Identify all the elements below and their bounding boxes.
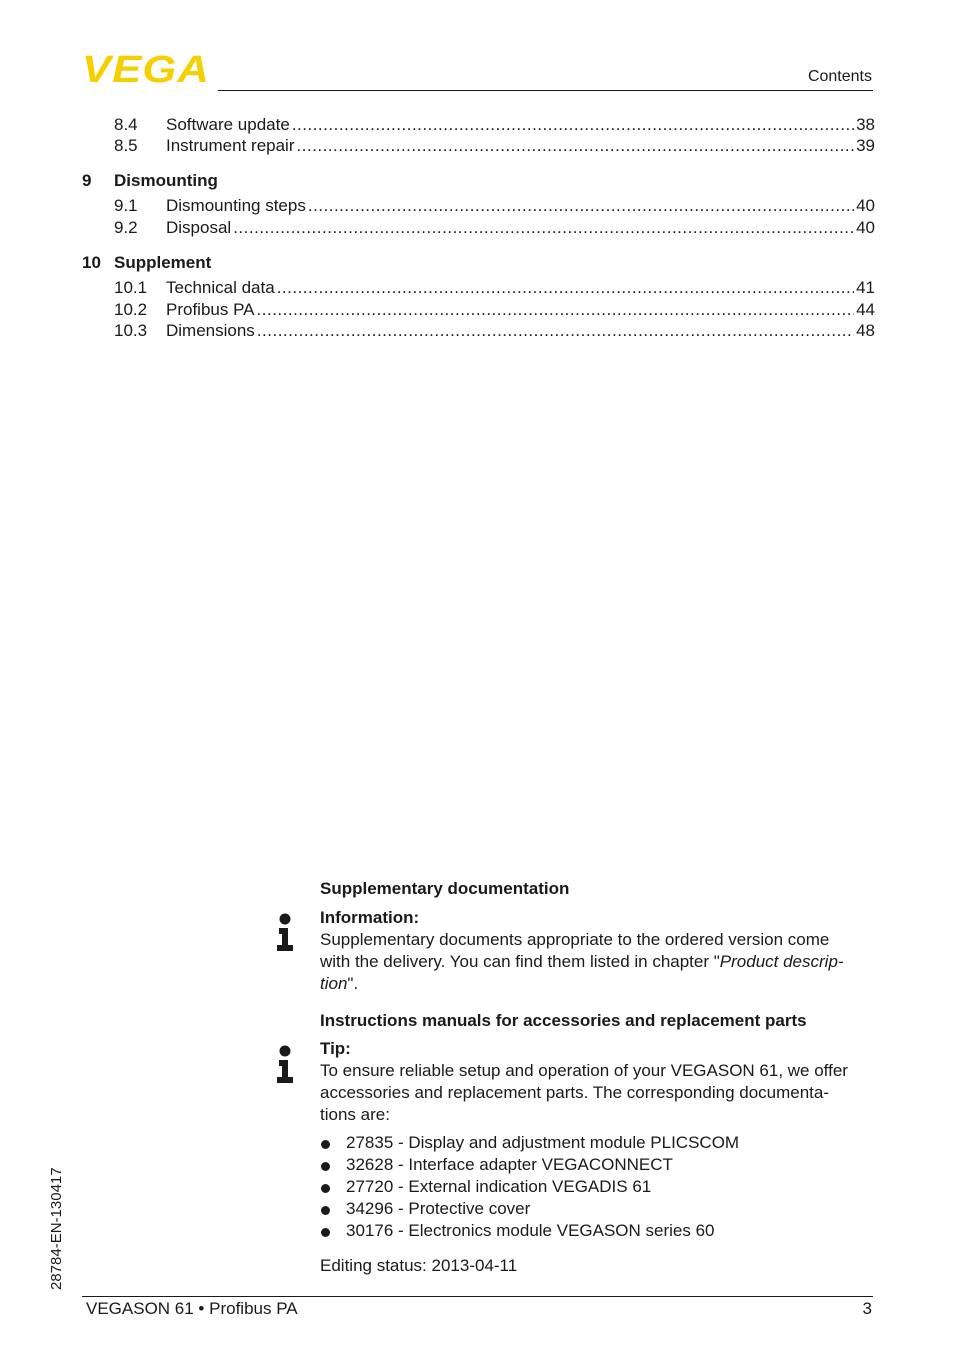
- toc-chapter-dismounting[interactable]: [82, 170, 218, 192]
- vega-logo: [82, 52, 212, 84]
- toc-entry-number: 10.3: [114, 321, 148, 340]
- toc-entry-number: 9.2: [114, 218, 138, 237]
- supplementary-section: [320, 878, 880, 995]
- info-text-part: ".: [347, 974, 359, 993]
- chapter-number: 10: [82, 253, 101, 272]
- tip-icon: [276, 1045, 294, 1083]
- toc-leader-dots: [292, 114, 854, 136]
- toc-entry-page: 44: [856, 300, 875, 319]
- toc-leader-dots: [233, 217, 854, 239]
- toc-leader-dots: [277, 277, 854, 299]
- section-label: Contents: [807, 68, 872, 85]
- footer-product: VEGASON 61 • Profibus PA: [86, 1299, 298, 1318]
- info-text-line: Supplementary documents appropriate to the ordered version come: [320, 930, 830, 949]
- toc-entry-number: 9.1: [114, 196, 138, 215]
- toc-leader-dots: [308, 195, 854, 217]
- list-item: 27835 - Display and adjustment module PLICSCOM: [320, 1132, 880, 1154]
- toc-entry-title: Disposal: [166, 218, 232, 237]
- tip-text-line: To ensure reliable setup and operation of your VEGASON 61, we offer: [320, 1061, 848, 1080]
- list-item: 27720 - External indication VEGADIS 61: [320, 1176, 880, 1198]
- toc-entry-title: Software update: [166, 115, 290, 134]
- chapter-title: Supplement: [114, 253, 212, 272]
- info-text-line: [320, 973, 880, 995]
- toc-entry-page: 48: [856, 321, 875, 340]
- chapter-number: 9: [82, 171, 92, 190]
- page-number: 3: [862, 1299, 872, 1318]
- info-text-italic: Product descrip-: [719, 952, 844, 971]
- section-heading: Supplementary documentation: [320, 879, 570, 898]
- toc-entry-page: 39: [856, 136, 875, 155]
- toc-entry-number: 8.4: [114, 115, 138, 134]
- instructions-section: [320, 1010, 880, 1277]
- list-item: 30176 - Electronics module VEGASON series 60: [320, 1220, 880, 1242]
- toc-leader-dots: [257, 320, 854, 342]
- toc-entry-number: 10.1: [114, 278, 148, 297]
- toc-entry-number: 8.5: [114, 136, 138, 155]
- toc-leader-dots: [297, 135, 855, 157]
- info-text-line: [320, 951, 880, 973]
- toc-entry[interactable]: [114, 135, 875, 157]
- info-icon: [276, 913, 294, 951]
- info-text-part: with the delivery. You can find them listed in chapter ": [320, 952, 720, 971]
- tip-text-line: accessories and replacement parts. The corresponding documenta-: [320, 1083, 830, 1102]
- toc-entry-title: Technical data: [166, 278, 275, 297]
- toc-leader-dots: [257, 299, 855, 321]
- editing-status: Editing status: 2013-04-11: [320, 1256, 518, 1275]
- toc-entry[interactable]: [114, 299, 875, 321]
- chapter-title: Dismounting: [114, 171, 218, 190]
- toc-entry-page: 40: [856, 218, 875, 237]
- toc-entry-page: 38: [856, 115, 875, 134]
- tip-text-line: tions are:: [320, 1105, 390, 1124]
- document-code: 28784-EN-130417: [48, 1167, 65, 1290]
- logo-text: VEGA: [82, 52, 210, 84]
- toc-entry[interactable]: [114, 277, 875, 299]
- toc-entry-title: Profibus PA: [166, 300, 255, 319]
- toc-entry[interactable]: [114, 320, 875, 342]
- toc-chapter-supplement[interactable]: [82, 252, 211, 274]
- toc-entry-title: Dismounting steps: [166, 196, 306, 215]
- toc-entry-title: Dimensions: [166, 321, 255, 340]
- footer-rule: [82, 1296, 873, 1297]
- list-item: 32628 - Interface adapter VEGACONNECT: [320, 1154, 880, 1176]
- toc-entry[interactable]: [114, 217, 875, 239]
- section-heading: Instructions manuals for accessories and replacement parts: [320, 1011, 807, 1030]
- toc-entry-number: 10.2: [114, 300, 148, 319]
- toc-entry[interactable]: [114, 195, 875, 217]
- toc-entry-page: 41: [856, 278, 875, 297]
- list-item: 34296 - Protective cover: [320, 1198, 880, 1220]
- accessory-list: [320, 1132, 880, 1242]
- toc-entry-page: 40: [856, 196, 875, 215]
- info-text-italic: tion: [320, 974, 348, 993]
- tip-label: Tip:: [320, 1039, 351, 1058]
- toc-entry-title: Instrument repair: [166, 136, 295, 155]
- header-rule: [218, 90, 873, 91]
- toc-entry[interactable]: [114, 114, 875, 136]
- info-label: Information:: [320, 908, 420, 927]
